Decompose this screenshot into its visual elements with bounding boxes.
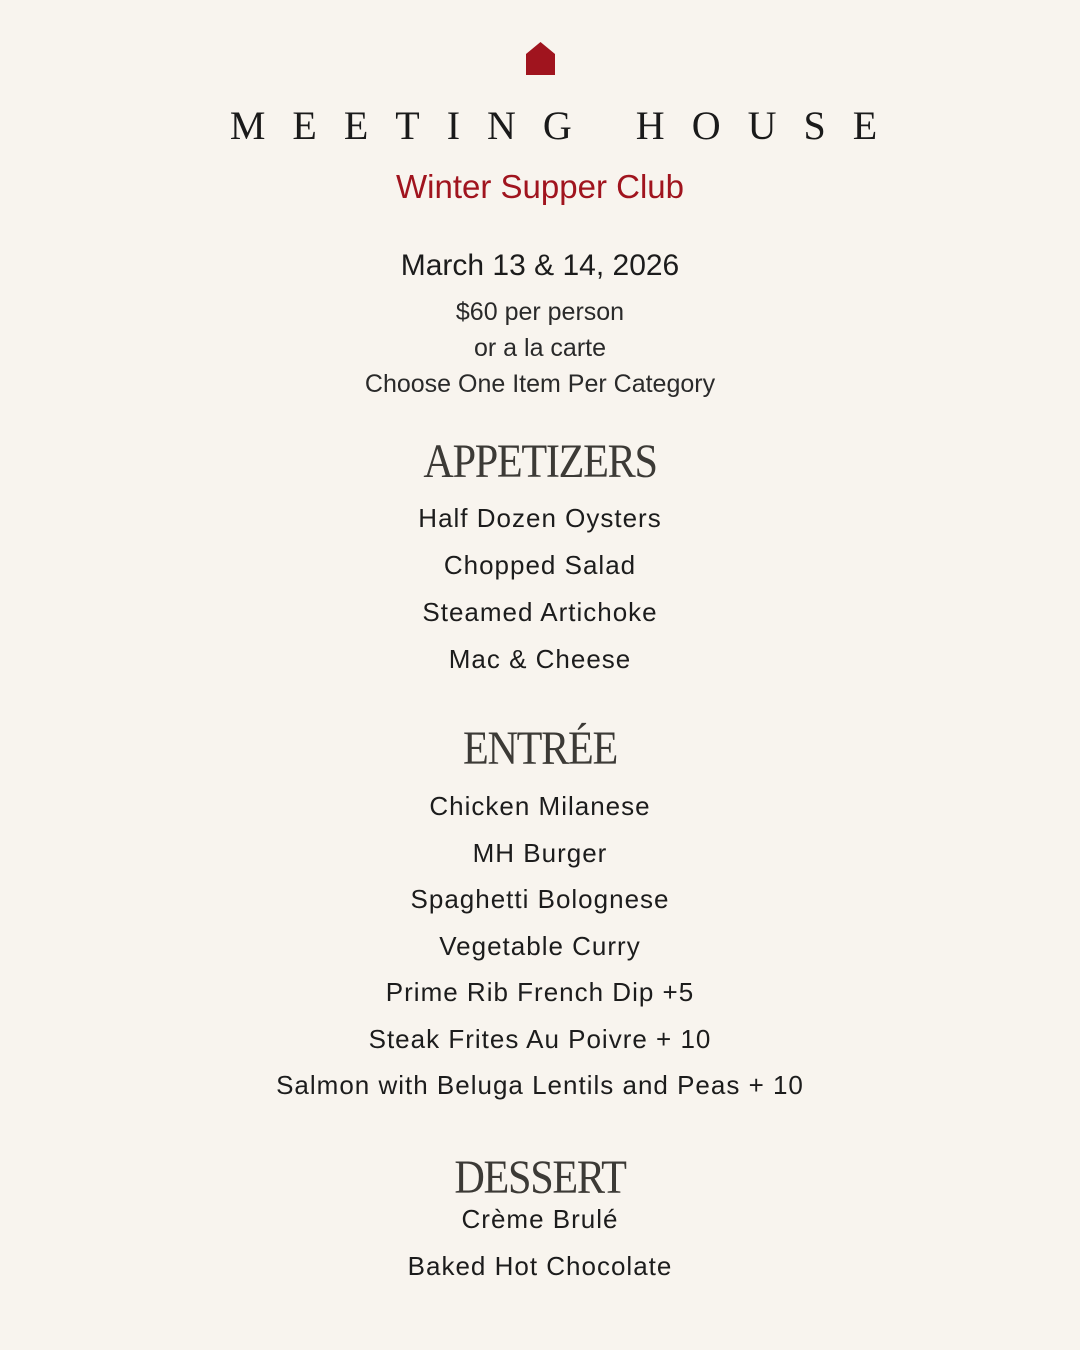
section-heading-dessert: DESSERT: [454, 1151, 626, 1204]
choose-one-note: Choose One Item Per Category: [364, 370, 716, 398]
menu-item: Steak Frites Au Poivre + 10: [368, 1024, 712, 1054]
price-per-person: $60 per person: [455, 298, 625, 326]
menu-item: Salmon with Beluga Lentils and Peas + 10: [276, 1070, 804, 1100]
menu-item: Crème Brulé: [461, 1204, 619, 1234]
menu-item: Baked Hot Chocolate: [407, 1251, 673, 1281]
menu-item: Prime Rib French Dip +5: [385, 977, 695, 1007]
menu-item: Mac & Cheese: [448, 644, 632, 674]
menu-item: MH Burger: [472, 838, 608, 868]
event-date: March 13 & 14, 2026: [400, 249, 680, 282]
section-heading-entree: ENTRÉE: [463, 722, 617, 775]
menu-item: Chicken Milanese: [429, 791, 651, 821]
event-subtitle: Winter Supper Club: [396, 168, 684, 205]
section-heading-appetizers: APPETIZERS: [423, 435, 657, 488]
a-la-carte-note: or a la carte: [473, 334, 606, 362]
menu-item: Half Dozen Oysters: [418, 503, 662, 533]
brand-title: MEETING HOUSE: [229, 103, 905, 148]
house-logo-icon: [526, 42, 555, 75]
menu-item: Spaghetti Bolognese: [410, 884, 670, 914]
menu-item: Chopped Salad: [443, 550, 637, 580]
menu-item: Steamed Artichoke: [422, 597, 658, 627]
menu-item: Vegetable Curry: [439, 931, 641, 961]
